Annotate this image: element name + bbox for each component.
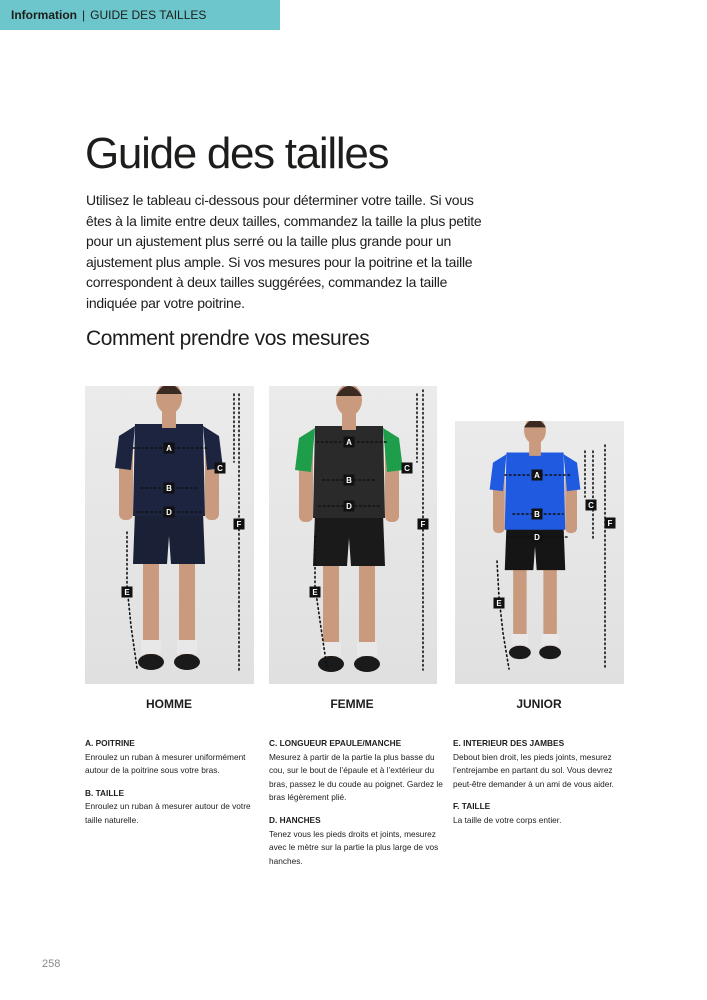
instruction-chest [85,737,260,778]
svg-text:A: A [534,471,540,481]
figure-femme-photo [269,386,437,684]
measure-marker-e [310,587,321,598]
measure-marker-d [164,507,175,518]
figure-illustration [269,386,437,684]
instruction-title: E. INTERIEUR DES JAMBES [453,738,565,748]
instruction-title: A. POITRINE [85,738,135,748]
measure-marker-a [344,437,355,448]
measure-marker-d [344,501,355,512]
instructions-column-3 [453,737,628,837]
instruction-text: Debout bien droit, les pieds joints, mesurez l’entrejambe en partant du sol. Vous devrez peut-être demander à un ami de vous aider. [453,751,614,789]
page-title: Guide des tailles [85,129,389,178]
svg-text:C: C [217,464,223,474]
measure-marker-f [234,519,245,530]
instruction-sleeve [269,737,444,805]
svg-text:F: F [607,519,613,529]
section-label: Information [11,8,77,22]
instruction-text: Enroulez un ruban à mesurer uniformément autour de la poitrine sous votre bras. [85,751,246,776]
svg-text:F: F [420,520,426,530]
figure-homme-photo [85,386,254,684]
svg-text:D: D [346,502,352,512]
svg-text:C: C [404,464,410,474]
instruction-title: D. HANCHES [269,814,321,825]
svg-text:A: A [166,444,172,454]
svg-text:F: F [236,520,242,530]
svg-text:B: B [534,510,540,520]
measure-marker-a [164,443,175,454]
instruction-waist [85,787,260,828]
instruction-text: Mesurez à partir de la partie la plus basse du cou, sur le bout de l’épaule et à l’extérieur du bras, passez le du coude au poignet. Gardez le bras légèrement plié. [269,751,443,803]
instruction-height [453,800,628,827]
instruction-title: C. LONGUEUR EPAULE/MANCHE [269,738,402,748]
header-separator: | [82,8,86,22]
instruction-hips [269,814,444,868]
measure-marker-e [494,598,505,609]
svg-text:A: A [346,438,352,448]
instructions-column-1 [85,737,260,837]
svg-text:E: E [124,588,130,598]
measure-marker-a [532,470,543,481]
measure-marker-e [122,587,133,598]
svg-text:D: D [166,508,172,518]
person-silhouette [295,386,403,672]
measure-marker-b [164,483,175,494]
instruction-text: La taille de votre corps entier. [453,814,562,825]
svg-text:E: E [496,599,502,609]
instructions-column-2 [269,737,444,877]
figure-illustration [85,386,254,684]
figure-illustration [455,421,624,684]
instruction-inseam [453,737,628,791]
measure-marker-c [586,500,597,511]
measure-marker-c [215,463,226,474]
instruction-title: F. TAILLE [453,801,491,812]
figure-label-femme: FEMME [330,697,374,711]
section-subtitle: Comment prendre vos mesures [86,327,370,350]
instruction-text: Enroulez un ruban à mesurer autour de votre taille naturelle. [85,801,251,825]
page-number: 258 [42,958,61,970]
svg-text:B: B [346,476,352,486]
measure-marker-b [344,475,355,486]
figure-label-homme: HOMME [146,697,192,711]
measure-marker-c [402,463,413,474]
instruction-title: B. TAILLE [85,787,125,798]
measure-line [497,561,509,669]
svg-text:E: E [312,588,318,598]
intro-paragraph: Utilisez le tableau ci-dessous pour déterminer votre taille. Si vous êtes à la limite entre deux tailles, commandez la taille la plus petite pour un ajustement plus serré ou la taille plus grande pour un ajustement plus ample. Si vos mesures pour la poitrine et la taille correspondent à deux tailles suggérées, commandez la taille indiquée par votre poitrine. [86,192,482,311]
section-header-tab [0,0,280,30]
header-title: GUIDE DES TAILLES [90,8,207,22]
instruction-text: Tenez vous les pieds droits et joints, mesurez avec le mètre sur la partie la plus large de vos hanches. [269,828,439,866]
svg-text:B: B [166,484,172,494]
figure-junior-photo [455,421,624,684]
svg-text:D: D [534,533,540,543]
measure-marker-f [418,519,429,530]
svg-text:C: C [588,501,594,511]
measure-marker-f [605,518,616,529]
figure-label-junior: JUNIOR [516,697,562,711]
measure-marker-d [532,532,543,543]
measure-marker-b [532,509,543,520]
